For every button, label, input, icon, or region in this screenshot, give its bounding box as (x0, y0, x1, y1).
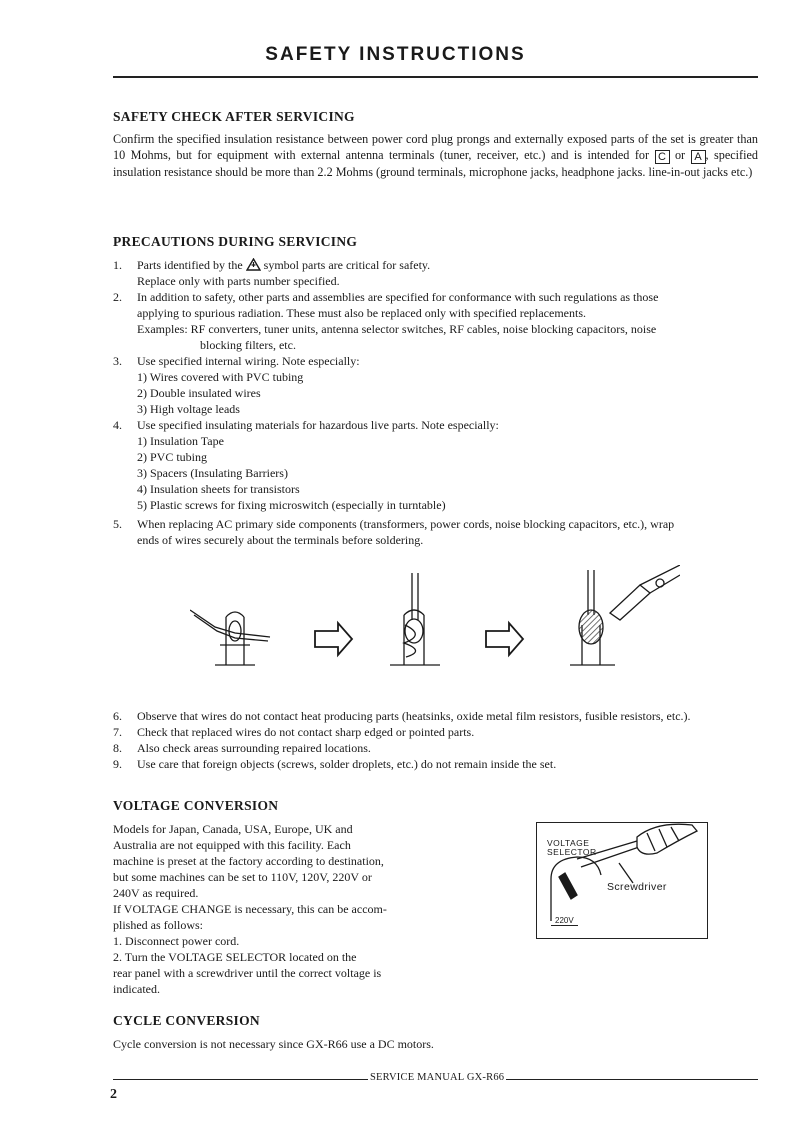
item-5-line-2: ends of wires securely about the terminals before soldering. (137, 533, 424, 547)
item-2-line-2: applying to spurious radiation. These must also be replaced only with specified replacements. (137, 306, 586, 320)
precautions-heading: PRECAUTIONS DURING SERVICING (113, 234, 358, 249)
voltage-label-line-2: SELECTOR (547, 847, 597, 857)
item-5-line-1: When replacing AC primary side components (transformers, power cords, noise blocking capacitors, etc.), wrap (137, 517, 675, 531)
safety-check-heading: SAFETY CHECK AFTER SERVICING (113, 109, 355, 124)
footer-text: SERVICE MANUAL GX-R66 (370, 1072, 505, 1083)
item-6-text: Observe that wires do not contact heat producing parts (heatsinks, oxide metal film resistors, fusible resistors, etc.). (137, 709, 691, 723)
item-3-sub-2: 2) Double insulated wires (137, 386, 261, 400)
item-4-sub-4: 4) Insulation sheets for transistors (137, 482, 300, 496)
item-4-sub-2: 2) PVC tubing (137, 450, 208, 464)
item-8-text: Also check areas surrounding repaired locations. (137, 741, 371, 755)
item-2-line-4: blocking filters, etc. (200, 338, 296, 352)
item-4-sub-3: 3) Spacers (Insulating Barriers) (137, 466, 288, 480)
voltage-line-9: 2. Turn the VOLTAGE SELECTOR located on the (113, 950, 357, 964)
item-8-num: 8. (113, 741, 122, 755)
page-title: SAFETY INSTRUCTIONS (265, 44, 526, 65)
item-9-text: Use care that foreign objects (screws, solder droplets, etc.) do not remain inside the set. (137, 757, 557, 771)
terminal-stage-1 (190, 610, 270, 665)
cycle-text: Cycle conversion is not necessary since GX-R66 use a DC motors. (113, 1037, 434, 1051)
voltage-line-2: Australia are not equipped with this facility. Each (113, 838, 351, 852)
safety-check-text-1: Confirm the specified insulation resistance between power cord plug prongs and externally exposed parts of the set is greater than 10 Mohms, but for equipment with external antenna terminals (tuner, receiver, etc.) and is intended for (113, 132, 758, 162)
safety-check-text-2: , specified insulation resistance should be more than 2.2 Mohms (ground terminals, microphone jacks, headphone jacks. line-in-out jacks etc.) (113, 148, 759, 179)
screwdriver-label: Screwdriver (607, 881, 667, 893)
item-1-num: 1. (113, 258, 122, 272)
voltage-line-1: Models for Japan, Canada, USA, Europe, UK and (113, 822, 353, 836)
wire-wrapping-illustration (190, 565, 680, 675)
arrow-right-icon-2 (486, 623, 523, 655)
page-number: 2 (110, 1087, 117, 1102)
item-5-num: 5. (113, 517, 122, 531)
voltage-value-label: 220V (551, 916, 578, 926)
voltage-line-10: rear panel with a screwdriver until the correct voltage is (113, 966, 382, 980)
item-3-sub-1: 1) Wires covered with PVC tubing (137, 370, 304, 384)
item-3-num: 3. (113, 354, 122, 368)
voltage-label-line-1: VOLTAGE (547, 838, 590, 848)
item-4-line-1: Use specified insulating materials for hazardous live parts. Note especially: (137, 418, 499, 432)
item-1-text-a: Parts identified by the (137, 258, 243, 272)
item-9-num: 9. (113, 757, 122, 771)
voltage-line-5: 240V as required. (113, 886, 199, 900)
item-2-line-1: In addition to safety, other parts and assemblies are specified for conformance with such regulations as those (137, 290, 659, 304)
item-3-line-1: Use specified internal wiring. Note especially: (137, 354, 360, 368)
item-4-sub-5: 5) Plastic screws for fixing microswitch (especially in turntable) (137, 498, 446, 512)
voltage-selector-diagram (536, 822, 708, 939)
class-c-box: C (655, 150, 670, 164)
item-1-line-2: Replace only with parts number specified. (137, 274, 340, 288)
class-a-box: A (691, 150, 706, 164)
item-2-line-3: Examples: RF converters, tuner units, antenna selector switches, RF cables, noise blocking capacitors, noise (137, 322, 657, 336)
terminal-stage-3 (570, 565, 680, 665)
voltage-line-11: indicated. (113, 982, 160, 996)
item-6-num: 6. (113, 709, 122, 723)
voltage-heading: VOLTAGE CONVERSION (113, 798, 279, 813)
arrow-right-icon-1 (315, 623, 352, 655)
voltage-line-8: 1. Disconnect power cord. (113, 934, 240, 948)
item-7-num: 7. (113, 725, 122, 739)
voltage-line-6: If VOLTAGE CHANGE is necessary, this can be accom- (113, 902, 387, 916)
safety-check-paragraph (113, 131, 758, 180)
screwdriver-icon (537, 823, 707, 938)
item-1-text-b: symbol parts are critical for safety. (263, 258, 431, 272)
safety-check-or: or (674, 148, 686, 162)
item-2-num: 2. (113, 290, 122, 304)
item-7-text: Check that replaced wires do not contact sharp edged or pointed parts. (137, 725, 475, 739)
voltage-line-3: machine is preset at the factory according to destination, (113, 854, 384, 868)
item-4-num: 4. (113, 418, 122, 432)
item-3-sub-3: 3) High voltage leads (137, 402, 240, 416)
terminal-stage-2 (390, 573, 440, 665)
cycle-heading: CYCLE CONVERSION (113, 1013, 260, 1028)
item-4-sub-1: 1) Insulation Tape (137, 434, 224, 448)
voltage-line-7: plished as follows: (113, 918, 203, 932)
title-rule (113, 76, 758, 78)
voltage-line-4: but some machines can be set to 110V, 120V, 220V or (113, 870, 372, 884)
